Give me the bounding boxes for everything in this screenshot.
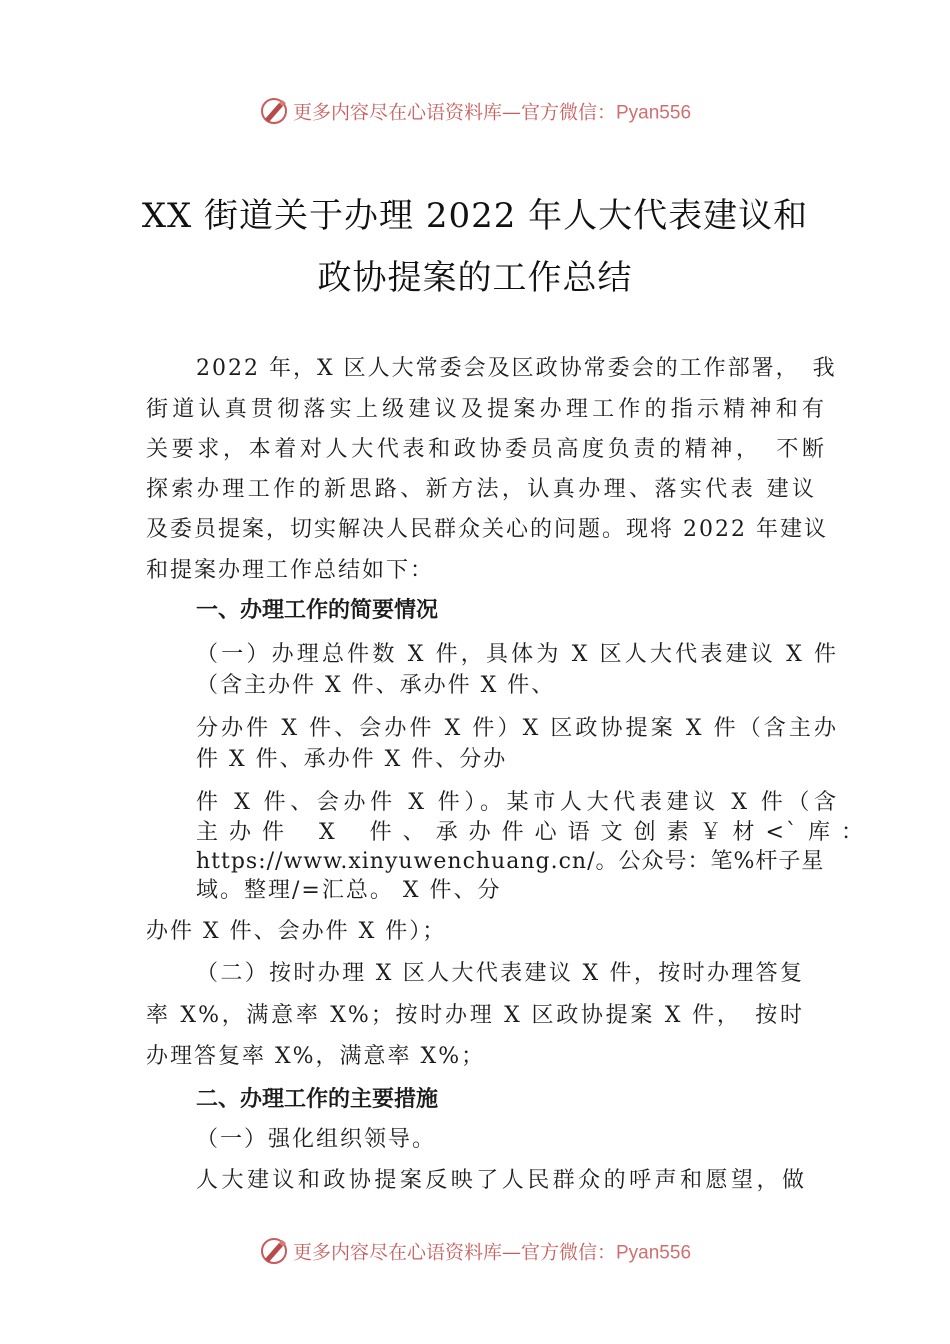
watermark-top [0, 96, 950, 131]
paragraph-line: https://www.xinyuwenchuang.cn/。公众号：笔%杆子星 [196, 849, 825, 874]
paragraph-line: 2022 年，X 区人大常委会及区政协常委会的工作部署， 我 [196, 356, 837, 381]
paragraph-line: 探索办理工作的新思路、新方法，认真办理、落实代表 建议 [146, 477, 816, 502]
subsection-heading: （一）强化组织领导。 [196, 1127, 437, 1152]
document-title-line-1: XX 街道关于办理 2022 年人大代表建议和 [141, 196, 809, 236]
watermark-text: 更多内容尽在心语资料库—官方微信： [292, 101, 616, 124]
paragraph-line: 分办件 X 件、会办件 X 件）X 区政协提案 X 件（含主办 [196, 716, 838, 741]
section-heading-1: 一、办理工作的简要情况 [196, 598, 439, 623]
paragraph-line: （含主办件 X 件、承办件 X 件、 [196, 673, 556, 698]
paragraph-line: 办件 X 件、会办件 X 件）； [146, 919, 447, 944]
section-heading-2: 二、办理工作的主要措施 [196, 1087, 439, 1112]
paragraph-line: （二）按时办理 X 区人大代表建议 X 件，按时办理答复 [196, 961, 804, 986]
paragraph-line: 率 X%，满意率 X%；按时办理 X 区政协提案 X 件， 按时 [146, 1003, 804, 1028]
paragraph-line: 及委员提案，切实解决人民群众关心的问题。现将 2022 年建议 [146, 517, 828, 542]
paragraph-line: 街道认真贯彻落实上级建议及提案办理工作的指示精神和有 [146, 397, 826, 422]
watermark-wechat-id: Pyan556 [616, 102, 692, 124]
pen-logo-icon [259, 96, 289, 131]
paragraph-line: 域。整理/=汇总。 X 件、分 [196, 878, 502, 903]
paragraph-line: 件 X 件、承办件 X 件、分办 [196, 747, 508, 772]
watermark-bottom [0, 1236, 950, 1271]
paragraph-line: 办理答复率 X%，满意率 X%； [146, 1044, 486, 1069]
paragraph-line: 关要求，本着对人大代表和政协委员高度负责的精神， 不断 [146, 437, 826, 462]
paragraph-line: 和提案办理工作总结如下： [146, 558, 435, 583]
paragraph-line: （一）办理总件数 X 件，具体为 X 区人大代表建议 X 件 [196, 642, 838, 667]
paragraph-line: 件 X 件、会办件 X 件）。某市人大代表建议 X 件（含 [196, 790, 838, 815]
paragraph-line: 主 办 件 X 件 、 承 办 件 心 语 文 创 素 ￥ 材 <` 库 ： [196, 820, 865, 845]
watermark-text: 更多内容尽在心语资料库—官方微信： [292, 1241, 616, 1264]
document-title-line-2: 政协提案的工作总结 [317, 258, 633, 298]
watermark-wechat-id: Pyan556 [616, 1242, 692, 1264]
pen-logo-icon [259, 1236, 289, 1271]
paragraph-line: 人大建议和政协提案反映了人民群众的呼声和愿望，做 [196, 1168, 806, 1193]
